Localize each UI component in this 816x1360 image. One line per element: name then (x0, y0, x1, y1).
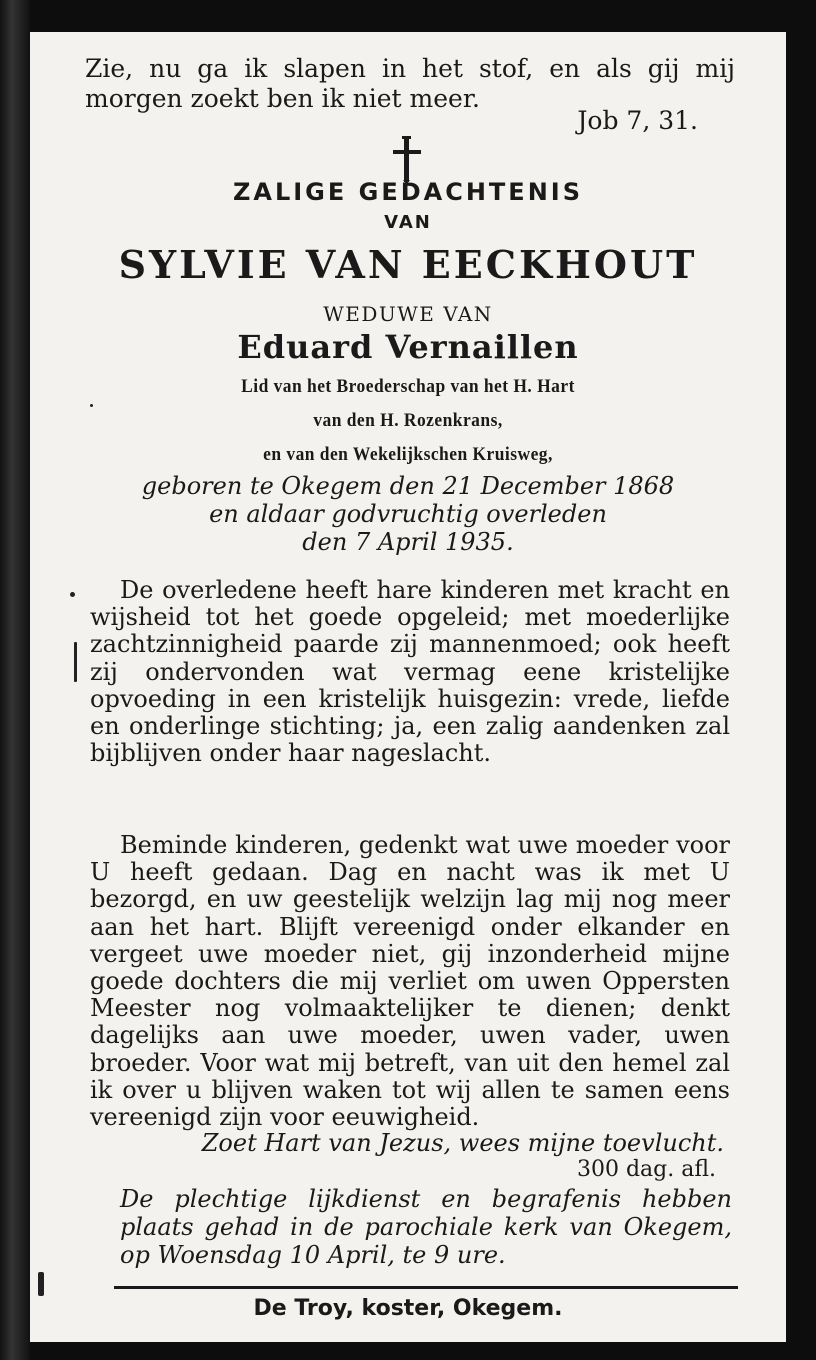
verse-reference: Job 7, 31. (577, 106, 698, 135)
death-line: en aldaar godvruchtig overleden (209, 500, 607, 528)
ink-speck (38, 1272, 44, 1296)
prayer-line: Zoet Hart van Jezus, wees mijne toevlucht. (201, 1129, 724, 1157)
membership-line-3: en van den Wekelijkschen Kruisweg, (263, 444, 553, 465)
bible-verse: Zie, nu ga ik slapen in het stof, en als gij mij morgen zoekt ben ik niet meer. (85, 54, 735, 113)
deceased-name: SYLVIE VAN EECKHOUT (118, 242, 698, 287)
membership-line-1: Lid van het Broederschap van het H. Hart (241, 376, 575, 397)
ink-speck (70, 592, 75, 597)
printer-credit: De Troy, koster, Okegem. (253, 1296, 563, 1321)
ink-speck (90, 404, 93, 407)
death-date: den 7 April 1935. (302, 528, 514, 556)
of-label: VAN (384, 212, 432, 233)
divider (114, 1286, 738, 1289)
funeral-notice: De plechtige lijkdienst en begrafenis hebben plaats gehad in de parochiale kerk van Okegem, op Woensdag 10 April, te 9 ure. (120, 1185, 732, 1269)
cross-icon (387, 136, 427, 184)
widow-of-label: WEDUWE VAN (323, 302, 493, 326)
husband-name: Eduard Vernaillen (237, 328, 579, 366)
birth-line: geboren te Okegem den 21 December 1868 (141, 472, 675, 500)
body-paragraph-2: Beminde kinderen, gedenkt wat uwe moeder voor U heeft gedaan. Dag en nacht was ik met U bezorgd, en uw geestelijk welzijn lag mij nog meer aan het hart. Blijft vereenigd onder elkander en vergeet uwe moeder niet, gij inzonderheid mijne goede dochters die mij verliet om uwen Oppersten Meester nog volmaaktelijker te dienen; denkt dagelijks aan uwe moeder, uwen vader, uwen broeder. Voor wat mij betreft, van uit den hemel zal ik over u blijven waken tot wij allen te samen eens vereenigd zijn voor eeuwigheid. (90, 831, 730, 1132)
indulgence-note: 300 dag. afl. (576, 1157, 716, 1182)
remembrance-heading: ZALIGE GEDACHTENIS (232, 178, 583, 206)
membership-line-2: van den H. Rozenkrans, (313, 410, 503, 431)
memorial-card (30, 32, 786, 1342)
body-paragraph-1: De overledene heeft hare kinderen met kracht en wijsheid tot het goede opgeleid; met moederlijke zachtzinnigheid paarde zij mannenmoed; ook heeft zij ondervonden wat vermag eene kristelijke opvoeding in een kristelijk huisgezin: vrede, liefde en onderlinge stichting; ja, een zalig aandenken zal bijblijven onder haar nageslacht. (90, 576, 730, 768)
ink-speck (74, 642, 77, 682)
scan-edge (0, 0, 30, 1360)
